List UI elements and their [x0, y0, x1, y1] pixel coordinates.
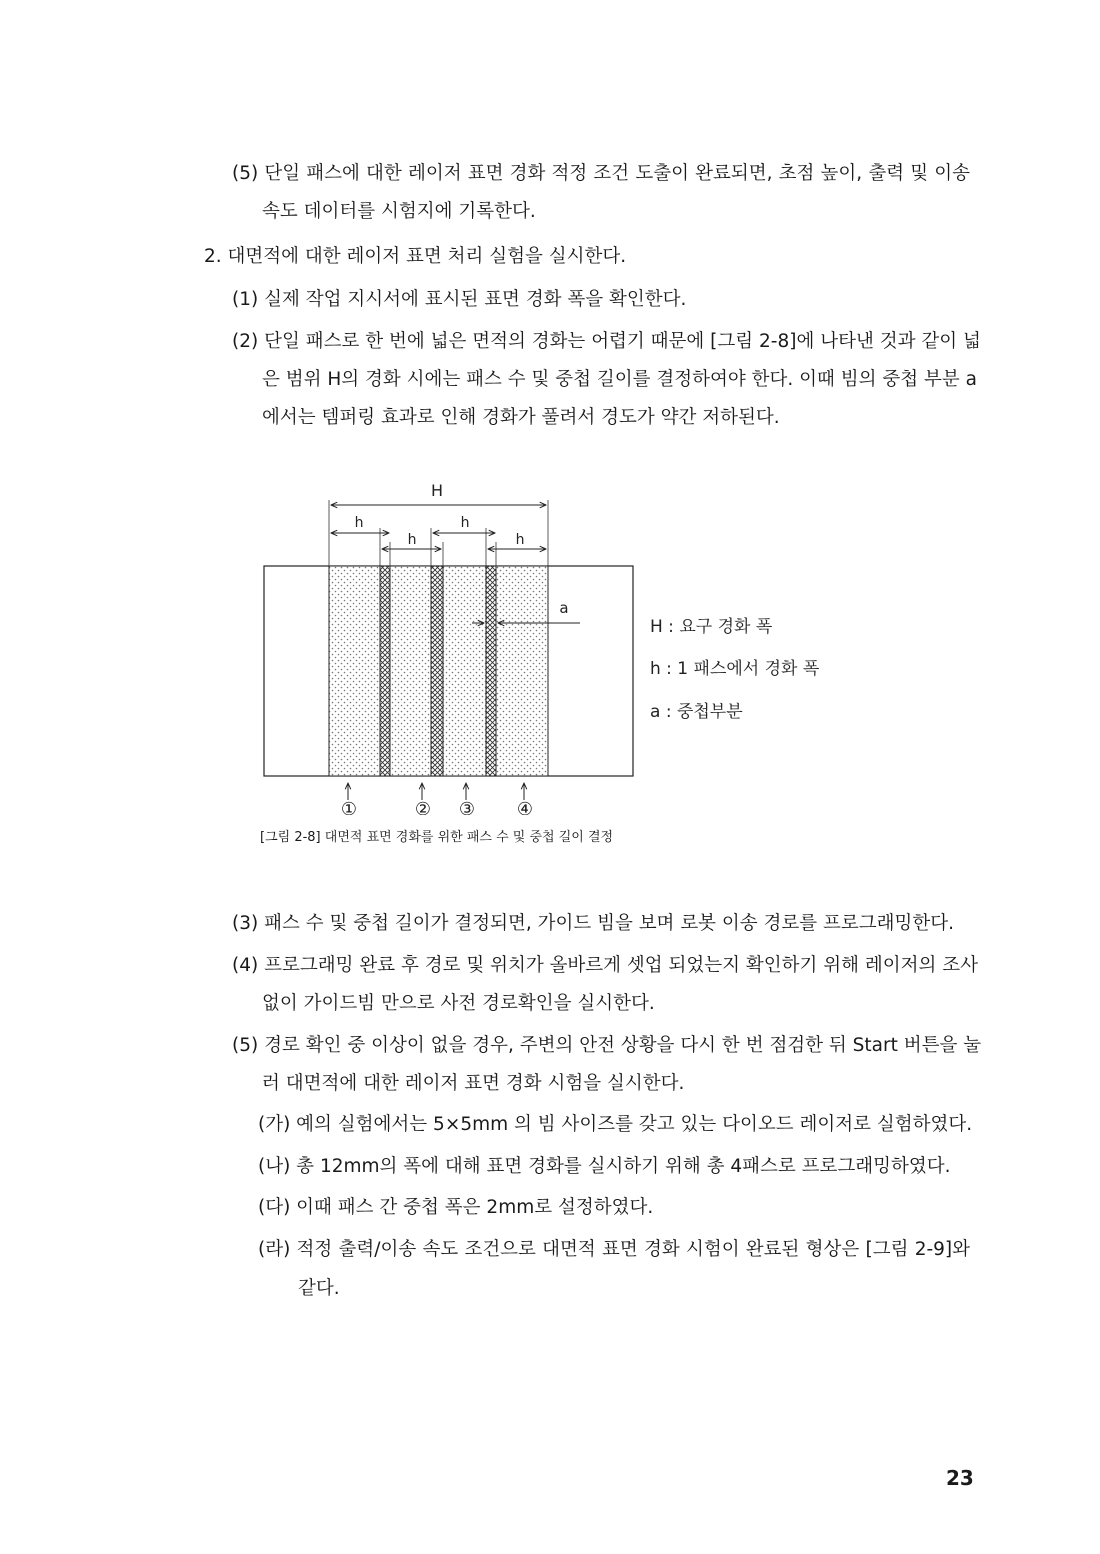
pass-number: ④	[516, 799, 534, 815]
legend-a: a : 중첩부분	[650, 702, 743, 722]
legend-h: h : 1 패스에서 경화 폭	[650, 659, 820, 679]
paragraph-line: 같다.	[298, 1278, 340, 1299]
pass-number: ①	[340, 799, 358, 815]
paragraph-line: (다) 이때 패스 간 중첩 폭은 2mm로 설정하였다.	[258, 1197, 654, 1218]
label-h: h	[354, 515, 364, 531]
pass-number: ③	[458, 799, 476, 815]
legend-H: H : 요구 경화 폭	[650, 617, 773, 637]
paragraph-line: (나) 총 12mm의 폭에 대해 표면 경화를 실시하기 위해 총 4패스로 프로그래밍하였다.	[258, 1156, 951, 1177]
label-h: h	[460, 515, 470, 531]
paragraph-line: (5) 단일 패스에 대한 레이저 표면 경화 적정 조건 도출이 완료되면, 초점 높이, 출력 및 이송	[232, 163, 970, 184]
paragraph-line: (라) 적정 출력/이송 속도 조건으로 대면적 표면 경화 시험이 완료된 형상은 [그림 2-9]와	[258, 1239, 970, 1260]
section-heading: 2. 대면적에 대한 레이저 표면 처리 실험을 실시한다.	[204, 246, 627, 267]
paragraph-line: (3) 패스 수 및 중첩 길이가 결정되면, 가이드 빔을 보며 로봇 이송 경로를 프로그래밍한다.	[232, 913, 955, 934]
pass-overlap-diagram	[250, 470, 850, 815]
paragraph-line: (5) 경로 확인 중 이상이 없을 경우, 주변의 안전 상황을 다시 한 번 점검한 뒤 Start 버튼을 눌	[232, 1035, 982, 1056]
overlap-band	[431, 566, 443, 776]
paragraph-line: (1) 실제 작업 지시서에 표시된 표면 경화 폭을 확인한다.	[232, 289, 687, 310]
paragraph-line: (가) 예의 실험에서는 5×5mm 의 빔 사이즈를 갖고 있는 다이오드 레이저로 실험하였다.	[258, 1114, 973, 1135]
overlap-band	[486, 566, 496, 776]
overlap-band	[380, 566, 390, 776]
figure-2-8	[250, 470, 850, 819]
paragraph-line: 러 대면적에 대한 레이저 표면 경화 시험을 실시한다.	[262, 1073, 685, 1094]
label-h: h	[515, 532, 525, 548]
paragraph-line: 에서는 템퍼링 효과로 인해 경화가 풀려서 경도가 약간 저하된다.	[262, 407, 780, 428]
paragraph-line: (4) 프로그래밍 완료 후 경로 및 위치가 올바르게 셋업 되었는지 확인하기 위해 레이저의 조사	[232, 955, 979, 976]
pass-number: ②	[414, 799, 432, 815]
paragraph-line: 은 범위 H의 경화 시에는 패스 수 및 중첩 길이를 결정하여야 한다. 이때 빔의 중첩 부분 a	[262, 369, 977, 390]
paragraph-line: 없이 가이드빔 만으로 사전 경로확인을 실시한다.	[262, 993, 655, 1014]
page-number: 23	[946, 1466, 974, 1490]
paragraph-line: 속도 데이터를 시험지에 기록한다.	[262, 201, 536, 222]
label-a: a	[559, 599, 569, 617]
label-h: h	[407, 532, 417, 548]
figure-caption: [그림 2-8] 대면적 표면 경화를 위한 패스 수 및 중첩 길이 결정	[260, 830, 614, 845]
paragraph-line: (2) 단일 패스로 한 번에 넓은 면적의 경화는 어렵기 때문에 [그림 2-8]에 나타낸 것과 같이 넓	[232, 331, 981, 352]
label-H: H	[430, 481, 444, 500]
